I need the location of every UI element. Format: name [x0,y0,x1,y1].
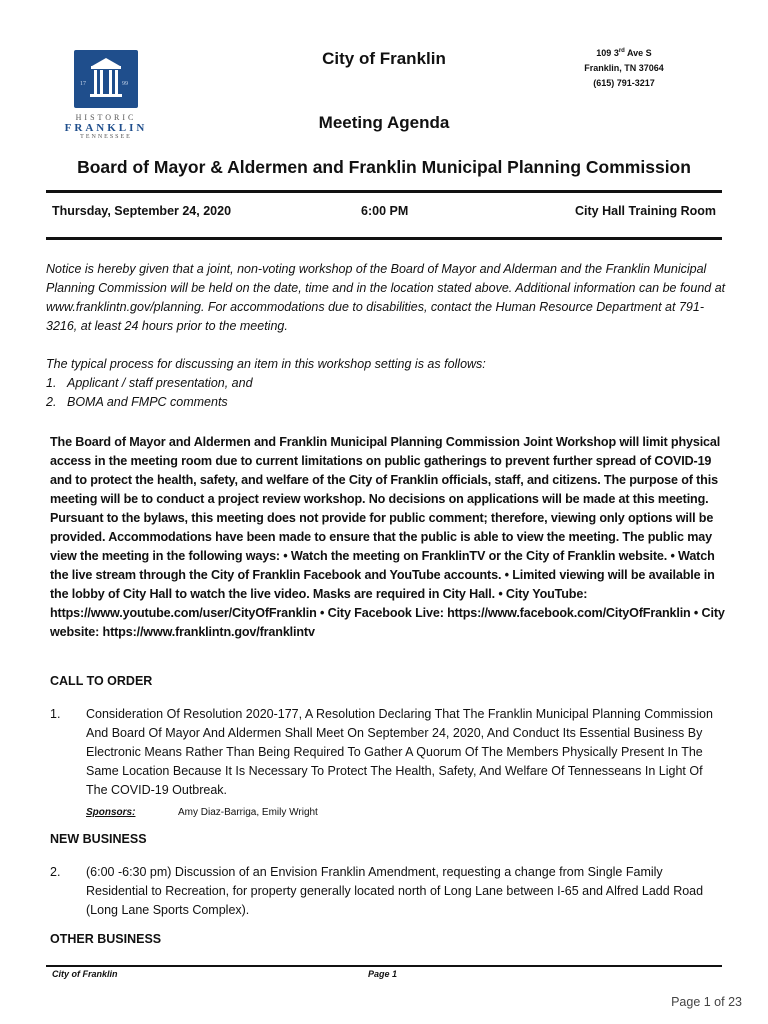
footer-divider [46,965,722,967]
page-indicator: Page 1 of 23 [671,995,742,1009]
process-steps [46,374,726,412]
divider-bottom [46,237,722,240]
meeting-location: City Hall Training Room [575,204,716,218]
meeting-time: 6:00 PM [361,204,409,218]
city-address [566,46,682,91]
covid-statement: The Board of Mayor and Aldermen and Franklin Municipal Planning Commission Joint Workshop will limit physical access in the meeting room due to current limitations on public gatherings to prevent further spread of COVID-19 and to protect the health, safety, and welfare of the City of Franklin officials, staff, and citizens. The purpose of this meeting will be to conduct a project review workshop. No decisions on applications will be made at this meeting. Pursuant to the bylaws, this meeting does not provide for public comment; therefore, viewing only options will be provided. Accommodations have been made to ensure that the public is able to view the meeting. The public may view the meeting in the following ways: • Watch the meeting on FranklinTV or the City of Franklin website. • Watch the live stream through the City of Franklin Facebook and YouTube accounts. • Limited viewing will be available in the lobby of City Hall to watch the live video. Masks are required in City Hall. • City YouTube: https://www.youtube.com/user/CityOfFranklin • City Facebook Live: https://www.facebook.com/CityOfFranklin • City website: https://www.franklintn.gov/franklintv [50,435,725,639]
footer-org: City of Franklin [52,969,118,979]
divider-top [46,190,722,193]
agenda-item-text: (6:00 -6:30 pm) Discussion of an Envision Franklin Amendment, requesting a change from Single Family Residential to Recreation, for property generally located north of Long Lane between I-65 and Alfred Ladd Road (Long Lane Sports Complex). [86,865,704,917]
meeting-date: Thursday, September 24, 2020 [52,204,232,218]
address-street: 109 3rd Ave S [596,48,652,58]
agenda-item-2 [50,863,726,920]
footer-page: Page 1 [368,969,398,979]
sponsors-label: Sponsors: [86,807,136,818]
agenda-item-number: 1. [50,707,61,721]
logo-text-franklin: FRANKLIN [64,122,148,134]
section-heading-call-to-order: CALL TO ORDER [50,674,153,688]
process-step: 1. Applicant / staff presentation, and [46,376,253,390]
logo-text-historic: HISTORIC [75,113,137,122]
logo-text-tennessee: TENNESSEE [80,134,132,140]
process-step: 2. BOMA and FMPC comments [46,395,228,409]
city-name: City of Franklin [322,49,446,68]
address-city: Franklin, TN 37064 [584,63,664,73]
agenda-item-1 [50,705,726,800]
address-phone: (615) 791-3217 [593,78,655,88]
sponsors-names: Amy Diaz-Barriga, Emily Wright [178,807,318,818]
section-heading-other-business: OTHER BUSINESS [50,932,162,946]
notice-paragraph: Notice is hereby given that a joint, non-voting workshop of the Board of Mayor and Alderman and the Franklin Municipal Planning Commission will be held on the date, time and in the location stated above. Additional information can be found at www.franklintn.gov/planning. For accommodations due to disabilities, contact the Human Resource Department at 791-3216, at least 24 hours prior to the meeting. [46,262,726,333]
agenda-item-number: 2. [50,865,61,879]
document-title: Meeting Agenda [318,113,450,132]
process-block [46,355,726,412]
board-title: Board of Mayor & Aldermen and Franklin Municipal Planning Commission [77,157,691,177]
svg-text:17: 17 [80,81,86,87]
agenda-item-text: Consideration Of Resolution 2020-177, A Resolution Declaring That The Franklin Municipal Planning Commission And Board Of Mayor And Aldermen Shall Meet On September 24, 2020, And Conduct Its Essential Business By Electronic Means Rather Than Being Required To Gather A Quorum Of The Members Physically Present In The Same Location Because It Is Necessary To Protect The Health, Safety, And Welfare Of Tennesseans In Light Of The COVID-19 Outbreak. [86,707,713,797]
process-intro: The typical process for discussing an item in this workshop setting is as follows: [46,357,486,371]
sponsors-line [86,807,318,818]
section-heading-new-business: NEW BUSINESS [50,832,147,846]
svg-text:99: 99 [122,81,128,87]
